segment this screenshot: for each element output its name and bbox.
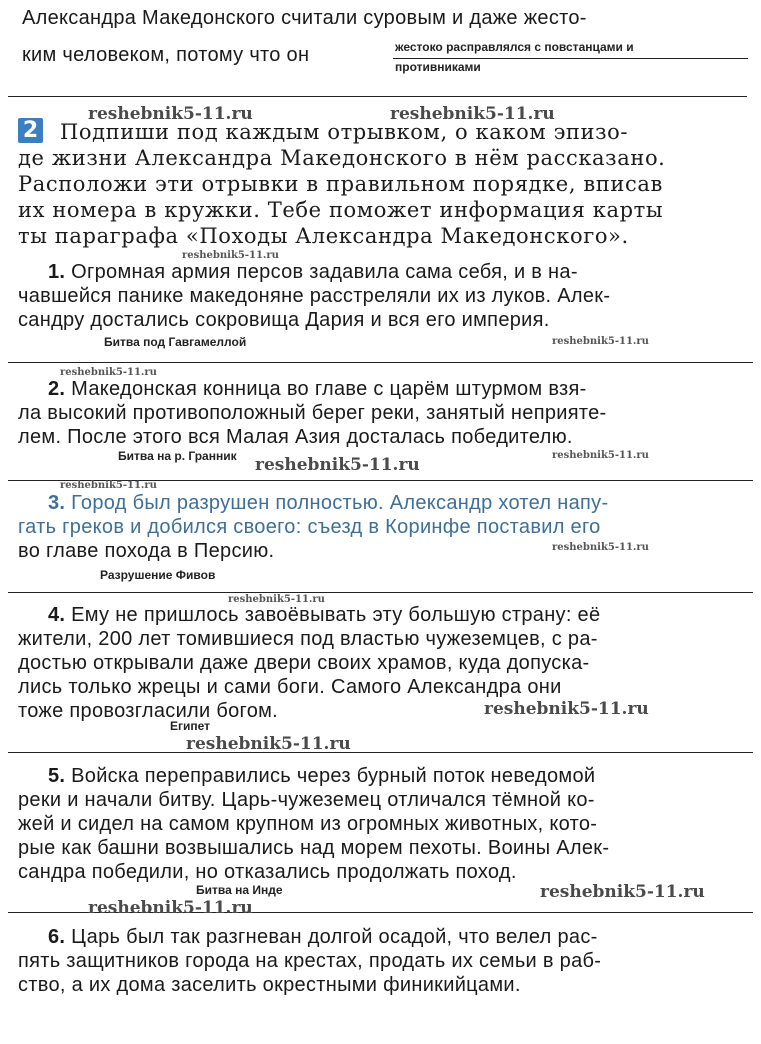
intro-answer-rule-1 [393,58,748,59]
task-line-3: Расположи эти отрывки в правильном порядке, вписав [18,172,663,196]
item-6-line-1: 6. Царь был так разгневан долгой осадой, что велел рас- [48,926,598,948]
intro-rule [8,96,747,97]
item-2-answer: Битва на р. Гранник [118,449,237,463]
task-line-2: де жизни Александра Македонского в нём рассказано. [18,146,666,170]
item-5-line-5: сандра победили, но отказались продолжать поход. [18,861,517,883]
task-line-4: их номера в кружки. Тебе поможет информация карты [18,198,664,222]
item-1-rule [8,362,753,363]
item-1-line-1: 1. Огромная армия персов задавила сама себя, и в на- [48,261,578,283]
item-6-line-3: ство, а их дома заселить окрестными финикийцами. [18,974,521,996]
watermark: reshebnik5-11.ru [228,594,325,605]
item-5-line-4: рые как башни возвышались над морем пехоты. Воины Алек- [18,837,610,859]
watermark: reshebnik5-11.ru [540,882,705,902]
watermark: reshebnik5-11.ru [552,450,649,461]
item-4-line-2: жители, 200 лет томившиеся под властью чужеземцев, с ра- [18,628,598,650]
intro-answer-1: жестоко расправлялся с повстанцами и [395,40,634,54]
item-3-line-2: гать греков и добился своего: съезд в Коринфе поставил его [18,516,601,538]
watermark: reshebnik5-11.ru [484,699,649,719]
item-4-answer: Египет [170,719,211,733]
watermark: reshebnik5-11.ru [390,104,555,124]
watermark: reshebnik5-11.ru [60,367,157,378]
item-4-line-3: достью открывали даже двери своих храмов, куда допуска- [18,652,590,674]
task-line-1: Подпиши под каждым отрывком, о каком эпизо- [60,120,629,144]
item-1-line-3: сандру достались сокровища Дария и вся его империя. [18,309,550,331]
item-3-line-1: 3. Город был разрушен полностью. Александр хотел напу- [48,492,609,514]
watermark: reshebnik5-11.ru [186,734,351,754]
task-line-5: ты параграфа «Походы Александра Македонского». [18,224,629,248]
intro-answer-2: противниками [395,60,481,74]
item-1-line-2: чавшейся панике македоняне расстреляли их из луков. Алек- [18,285,611,307]
item-1-answer: Битва под Гавгамеллой [104,335,247,349]
watermark: reshebnik5-11.ru [552,336,649,347]
item-3-line-3: во главе похода в Персию. [18,540,275,562]
item-5-line-1: 5. Войска переправились через бурный поток неведомой [48,765,596,787]
watermark: reshebnik5-11.ru [255,455,420,475]
item-4-line-4: лись только жрецы и сами боги. Самого Александра они [18,676,562,698]
item-2-line-3: лем. После этого вся Малая Азия досталась победителю. [18,426,573,448]
item-3-rule [8,592,753,593]
intro-line-1: Александра Македонского считали суровым и даже жесто- [22,7,587,29]
item-6-line-2: пять защитников города на крестах, продать их семьи в раб- [18,950,602,972]
watermark: reshebnik5-11.ru [182,250,279,261]
task-number-icon: 2 [18,118,43,143]
item-4-line-1: 4. Ему не пришлось завоёвывать эту большую страну: её [48,604,601,626]
watermark: reshebnik5-11.ru [60,480,157,491]
item-3-answer: Разрушение Фивов [100,568,216,582]
item-5-answer: Битва на Инде [196,883,283,897]
item-4-rule [8,752,753,753]
intro-line-2: ким человеком, потому что он [22,44,310,66]
item-2-line-1: 2. Македонская конница во главе с царём штурмом взя- [48,378,587,400]
watermark: reshebnik5-11.ru [88,898,253,918]
item-5-line-2: реки и начали битву. Царь-чужеземец отличался тёмной ко- [18,789,595,811]
item-4-line-5: тоже провозгласили богом. [18,700,279,722]
item-2-line-2: ла высокий противоположный берег реки, занятый неприяте- [18,402,607,424]
item-5-line-3: жей и сидел на самом крупном из огромных животных, кото- [18,813,598,835]
watermark: reshebnik5-11.ru [88,104,253,124]
watermark: reshebnik5-11.ru [552,542,649,553]
